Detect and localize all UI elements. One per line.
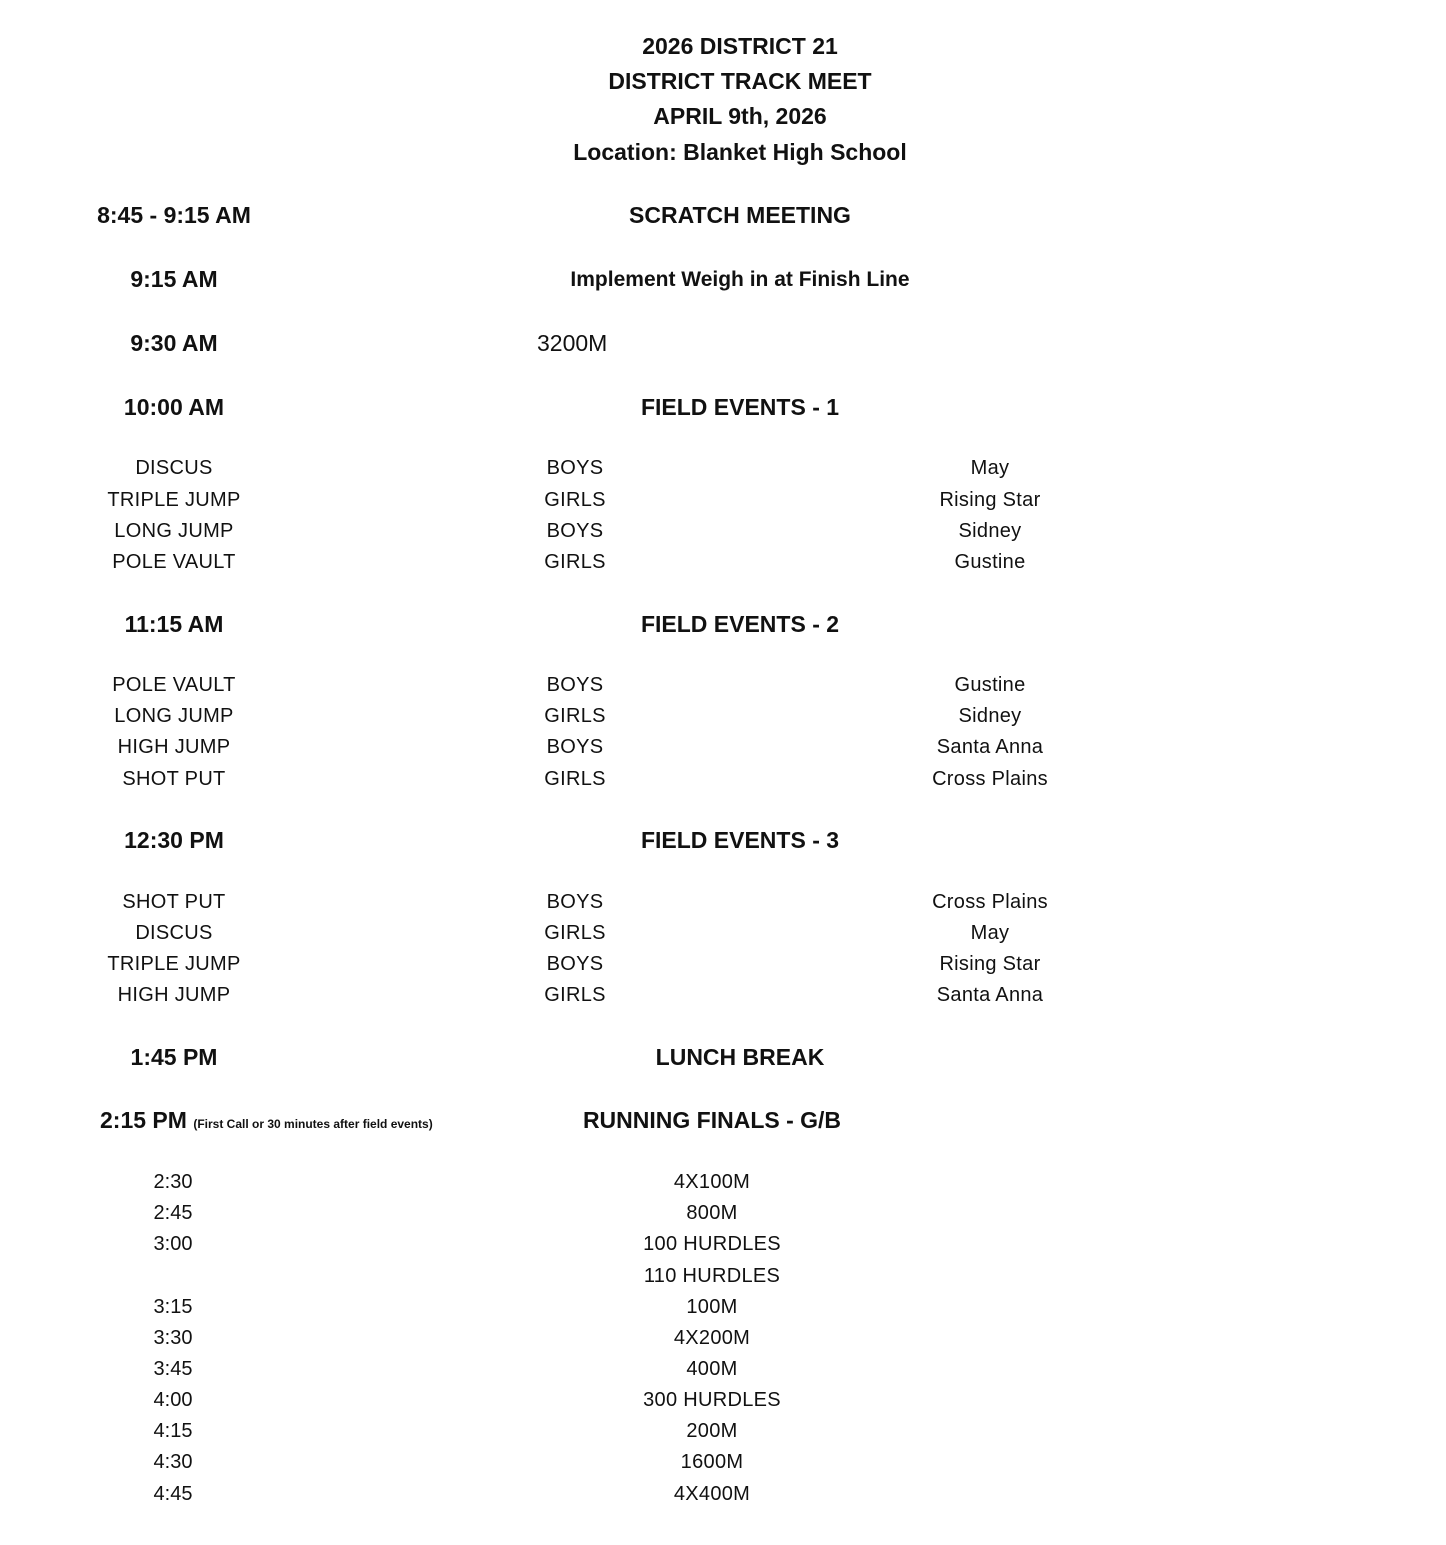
field1-event: LONG JUMP	[114, 520, 234, 542]
weigh-time: 9:15 AM	[130, 266, 218, 292]
finals-row-event: 110 HURDLES	[643, 1265, 781, 1287]
field1-time: 10:00 AM	[123, 394, 225, 420]
field2-event: LONG JUMP	[114, 705, 234, 727]
field3-gender: GIRLS	[544, 984, 606, 1006]
field1-gender: BOYS	[546, 520, 604, 542]
field2-school: Sidney	[958, 705, 1022, 727]
field1-school: May	[970, 457, 1010, 479]
field3-school: May	[970, 922, 1010, 944]
field2-event: HIGH JUMP	[117, 736, 231, 758]
field1-gender: BOYS	[546, 457, 604, 479]
finals-row-event: 200M	[686, 1420, 738, 1442]
field3-school: Cross Plains	[932, 891, 1048, 913]
field2-school: Gustine	[954, 674, 1026, 696]
field2-event: POLE VAULT	[112, 674, 236, 696]
finals-label: RUNNING FINALS - G/B	[582, 1107, 842, 1133]
field2-school: Santa Anna	[936, 736, 1044, 758]
finals-row-time: 2:30	[153, 1171, 193, 1193]
finals-row-event: 4X200M	[673, 1327, 751, 1349]
finals-row-event: 100M	[686, 1296, 738, 1318]
field1-gender: GIRLS	[544, 489, 606, 511]
field2-gender: BOYS	[546, 674, 604, 696]
finals-row-time: 4:00	[153, 1389, 193, 1411]
field1-school: Rising Star	[939, 489, 1041, 511]
field1-school: Sidney	[958, 520, 1022, 542]
field1-gender: GIRLS	[544, 551, 606, 573]
finals-row-event: 4X100M	[673, 1171, 751, 1193]
scratch-label: SCRATCH MEETING	[629, 202, 851, 228]
field3-event: TRIPLE JUMP	[107, 953, 241, 975]
field2-time: 11:15 AM	[124, 611, 224, 637]
finals-row-event: 400M	[686, 1358, 738, 1380]
finals-note: (First Call or 30 minutes after field events)	[193, 1117, 433, 1131]
finals-row-event: 100 HURDLES	[643, 1233, 781, 1255]
title-line-3: APRIL 9th, 2026	[653, 103, 827, 129]
run3200-time: 9:30 AM	[130, 330, 218, 356]
location-line: Location: Blanket High School	[573, 139, 907, 165]
field3-event: DISCUS	[135, 922, 213, 944]
field1-label: FIELD EVENTS - 1	[640, 394, 840, 420]
finals-time-line	[100, 1107, 433, 1134]
lunch-label: LUNCH BREAK	[655, 1044, 825, 1070]
field1-school: Gustine	[954, 551, 1026, 573]
field2-gender: BOYS	[546, 736, 604, 758]
finals-row-event: 800M	[686, 1202, 738, 1224]
finals-row-time: 3:45	[153, 1358, 193, 1380]
weigh-label: Implement Weigh in at Finish Line	[570, 268, 910, 291]
finals-row-event: 4X400M	[673, 1483, 751, 1505]
finals-row-time: 3:15	[153, 1296, 193, 1318]
finals-row-time: 3:00	[153, 1233, 193, 1255]
run3200-label: 3200M	[537, 330, 608, 356]
field2-gender: GIRLS	[544, 768, 606, 790]
field2-event: SHOT PUT	[122, 768, 226, 790]
field3-event: SHOT PUT	[122, 891, 226, 913]
field3-label: FIELD EVENTS - 3	[640, 827, 840, 853]
field3-gender: GIRLS	[544, 922, 606, 944]
field3-school: Rising Star	[939, 953, 1041, 975]
field3-gender: BOYS	[546, 891, 604, 913]
finals-row-time: 4:45	[153, 1483, 193, 1505]
title-line-2: DISTRICT TRACK MEET	[608, 68, 872, 94]
field1-event: TRIPLE JUMP	[107, 489, 241, 511]
finals-row-time: 4:30	[153, 1451, 193, 1473]
scratch-time: 8:45 - 9:15 AM	[97, 202, 251, 228]
field3-school: Santa Anna	[936, 984, 1044, 1006]
field1-event: DISCUS	[135, 457, 213, 479]
field2-gender: GIRLS	[544, 705, 606, 727]
finals-row-time: 4:15	[153, 1420, 193, 1442]
field3-gender: BOYS	[546, 953, 604, 975]
finals-time: 2:15 PM	[100, 1107, 187, 1133]
finals-row-time: 3:30	[153, 1327, 193, 1349]
field1-event: POLE VAULT	[112, 551, 236, 573]
finals-row-event: 300 HURDLES	[643, 1389, 781, 1411]
title-line-1: 2026 DISTRICT 21	[642, 33, 838, 59]
field2-school: Cross Plains	[932, 768, 1048, 790]
finals-row-time: 2:45	[153, 1202, 193, 1224]
field2-label: FIELD EVENTS - 2	[640, 611, 840, 637]
field3-event: HIGH JUMP	[117, 984, 231, 1006]
field3-time: 12:30 PM	[124, 827, 224, 853]
lunch-time: 1:45 PM	[130, 1044, 218, 1070]
finals-row-event: 1600M	[680, 1451, 744, 1473]
